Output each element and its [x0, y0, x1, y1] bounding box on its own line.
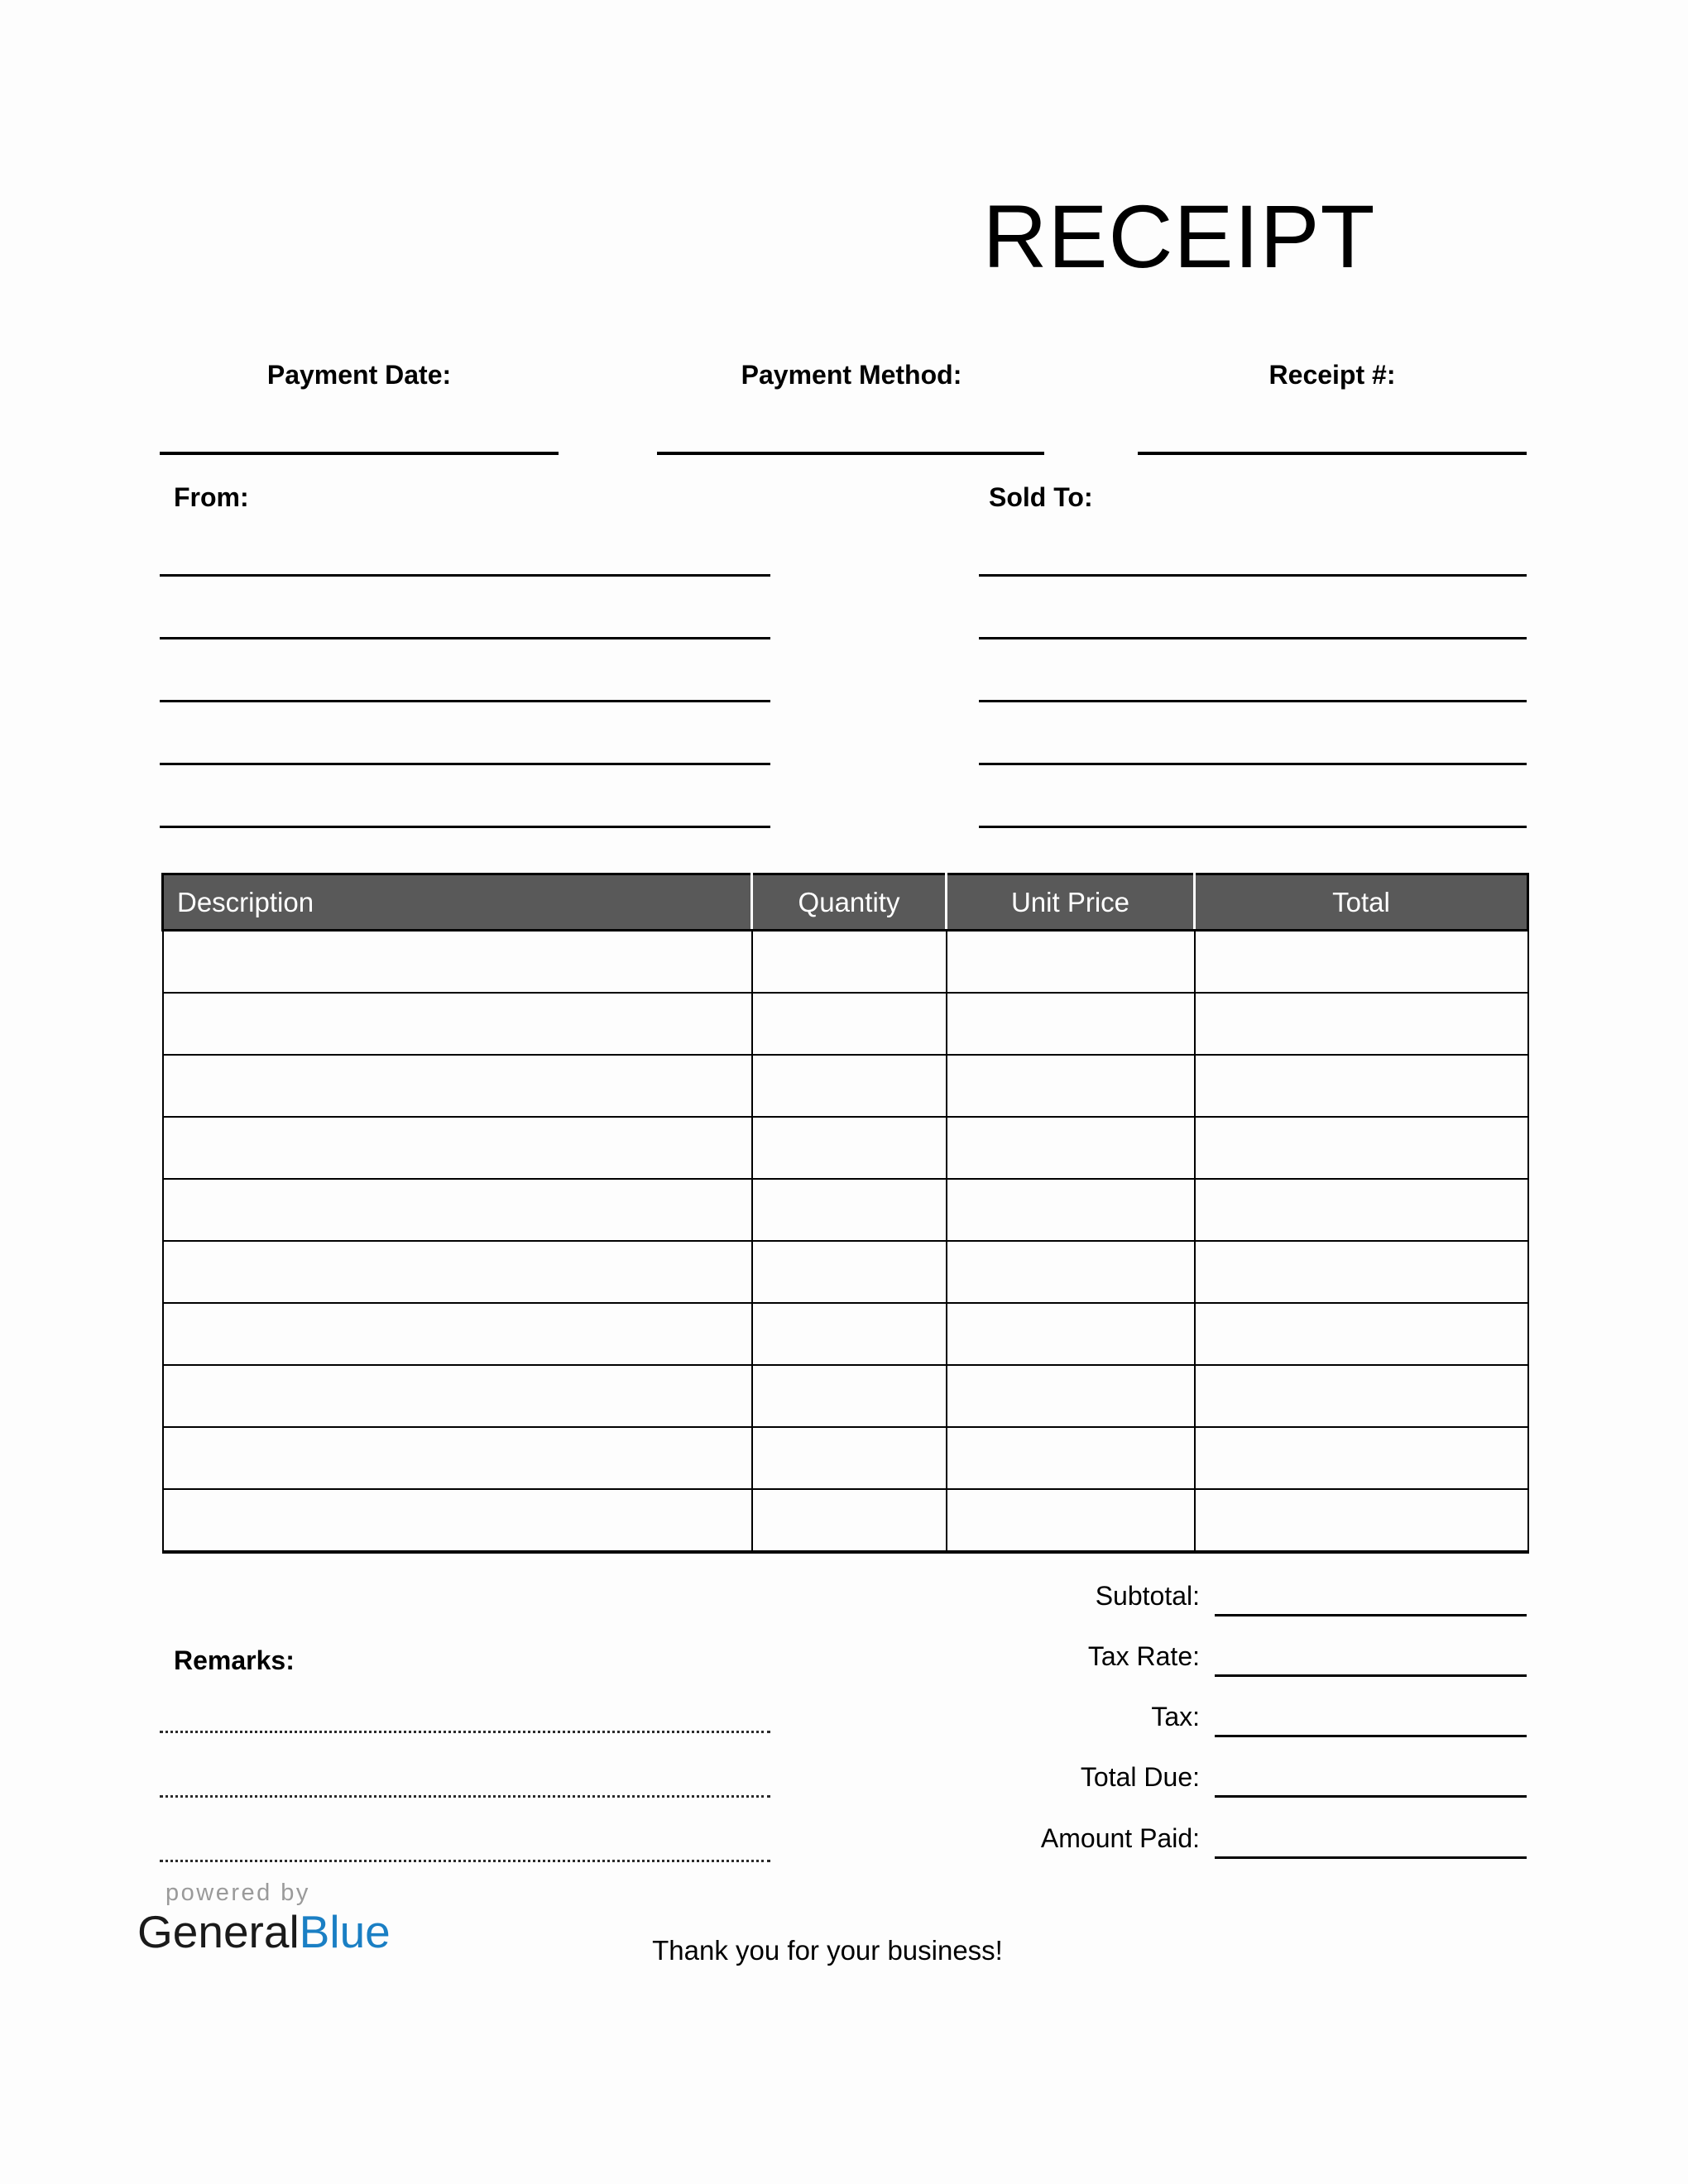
table-cell-quantity[interactable]	[752, 931, 947, 994]
from-input-line-1[interactable]	[160, 574, 770, 577]
table-cell-unit-price[interactable]	[947, 931, 1195, 994]
table-cell-quantity[interactable]	[752, 1179, 947, 1241]
logo-wordmark	[132, 1906, 480, 1957]
remarks-input-line-1[interactable]	[160, 1731, 770, 1733]
table-cell-unit-price[interactable]	[947, 1117, 1195, 1179]
table-row[interactable]	[163, 1365, 1528, 1427]
from-label: From:	[174, 482, 249, 512]
remarks-input-line-3[interactable]	[160, 1860, 770, 1862]
payment-date-label: Payment Date:	[266, 360, 452, 390]
thank-you-message: Thank you for your business!	[652, 1935, 1003, 1966]
table-row[interactable]	[163, 1117, 1528, 1179]
table-row[interactable]	[163, 1303, 1528, 1365]
table-cell-total[interactable]	[1195, 1365, 1528, 1427]
tax-label: Tax:	[1151, 1702, 1200, 1731]
table-cell-description[interactable]	[163, 1427, 752, 1489]
remarks-input-line-2[interactable]	[160, 1795, 770, 1798]
tax-input-line[interactable]	[1215, 1735, 1527, 1737]
table-cell-quantity[interactable]	[752, 1055, 947, 1117]
from-input-line-2[interactable]	[160, 637, 770, 639]
table-cell-description[interactable]	[163, 1365, 752, 1427]
table-row[interactable]	[163, 1489, 1528, 1552]
table-cell-description[interactable]	[163, 1055, 752, 1117]
table-cell-unit-price[interactable]	[947, 1303, 1195, 1365]
table-cell-description[interactable]	[163, 1117, 752, 1179]
table-cell-quantity[interactable]	[752, 1303, 947, 1365]
from-input-line-4[interactable]	[160, 763, 770, 765]
column-header-description: Description	[163, 874, 752, 931]
sold-to-input-line-4[interactable]	[979, 763, 1527, 765]
payment-date-input-line[interactable]	[160, 452, 559, 455]
table-cell-quantity[interactable]	[752, 1427, 947, 1489]
table-row[interactable]	[163, 993, 1528, 1055]
table-cell-total[interactable]	[1195, 931, 1528, 994]
line-items-table-head	[163, 874, 1528, 931]
generalblue-logo	[132, 1880, 480, 1957]
logo-wordmark-general: General	[137, 1906, 300, 1957]
table-cell-total[interactable]	[1195, 1489, 1528, 1552]
sold-to-label: Sold To:	[989, 482, 1093, 512]
table-cell-quantity[interactable]	[752, 1117, 947, 1179]
table-cell-unit-price[interactable]	[947, 1427, 1195, 1489]
table-cell-unit-price[interactable]	[947, 1055, 1195, 1117]
receipt-number-input-line[interactable]	[1138, 452, 1527, 455]
table-cell-unit-price[interactable]	[947, 1489, 1195, 1552]
column-header-total: Total	[1195, 874, 1528, 931]
table-cell-total[interactable]	[1195, 1055, 1528, 1117]
table-row[interactable]	[163, 1241, 1528, 1303]
table-cell-description[interactable]	[163, 931, 752, 994]
amount-paid-label: Amount Paid:	[1040, 1823, 1200, 1853]
table-cell-description[interactable]	[163, 1303, 752, 1365]
subtotal-label: Subtotal:	[1095, 1581, 1200, 1611]
page-title: RECEIPT	[982, 186, 1376, 286]
table-cell-description[interactable]	[163, 993, 752, 1055]
line-items-table	[161, 873, 1529, 1554]
table-cell-description[interactable]	[163, 1489, 752, 1552]
table-cell-total[interactable]	[1195, 993, 1528, 1055]
table-cell-quantity[interactable]	[752, 993, 947, 1055]
sold-to-input-line-2[interactable]	[979, 637, 1527, 639]
table-cell-total[interactable]	[1195, 1241, 1528, 1303]
table-cell-unit-price[interactable]	[947, 1365, 1195, 1427]
table-row[interactable]	[163, 1427, 1528, 1489]
tax-rate-label: Tax Rate:	[1087, 1641, 1200, 1671]
table-row[interactable]	[163, 1055, 1528, 1117]
table-cell-total[interactable]	[1195, 1179, 1528, 1241]
payment-method-label: Payment Method:	[741, 360, 962, 390]
table-cell-quantity[interactable]	[752, 1365, 947, 1427]
from-input-line-3[interactable]	[160, 700, 770, 702]
table-cell-unit-price[interactable]	[947, 993, 1195, 1055]
amount-paid-input-line[interactable]	[1215, 1856, 1527, 1859]
sold-to-input-line-5[interactable]	[979, 826, 1527, 828]
logo-wordmark-blue: Blue	[299, 1906, 391, 1957]
remarks-label: Remarks:	[174, 1645, 295, 1675]
table-cell-description[interactable]	[163, 1179, 752, 1241]
table-cell-quantity[interactable]	[752, 1241, 947, 1303]
tax-rate-input-line[interactable]	[1215, 1674, 1527, 1677]
table-cell-total[interactable]	[1195, 1427, 1528, 1489]
table-cell-unit-price[interactable]	[947, 1179, 1195, 1241]
from-input-line-5[interactable]	[160, 826, 770, 828]
total-due-input-line[interactable]	[1215, 1795, 1527, 1798]
sold-to-input-line-1[interactable]	[979, 574, 1527, 577]
table-cell-description[interactable]	[163, 1241, 752, 1303]
payment-method-input-line[interactable]	[657, 452, 1044, 455]
table-row[interactable]	[163, 931, 1528, 994]
table-row[interactable]	[163, 1179, 1528, 1241]
total-due-label: Total Due:	[1080, 1762, 1200, 1792]
receipt-number-label: Receipt #:	[1268, 360, 1396, 390]
column-header-quantity: Quantity	[752, 874, 947, 931]
subtotal-input-line[interactable]	[1215, 1614, 1527, 1616]
sold-to-input-line-3[interactable]	[979, 700, 1527, 702]
table-header-row	[163, 874, 1528, 931]
table-cell-unit-price[interactable]	[947, 1241, 1195, 1303]
logo-powered-by-text: powered by	[165, 1880, 310, 1906]
line-items-table-body	[163, 931, 1528, 1553]
column-header-unit-price: Unit Price	[947, 874, 1195, 931]
table-cell-total[interactable]	[1195, 1117, 1528, 1179]
table-cell-quantity[interactable]	[752, 1489, 947, 1552]
table-cell-total[interactable]	[1195, 1303, 1528, 1365]
